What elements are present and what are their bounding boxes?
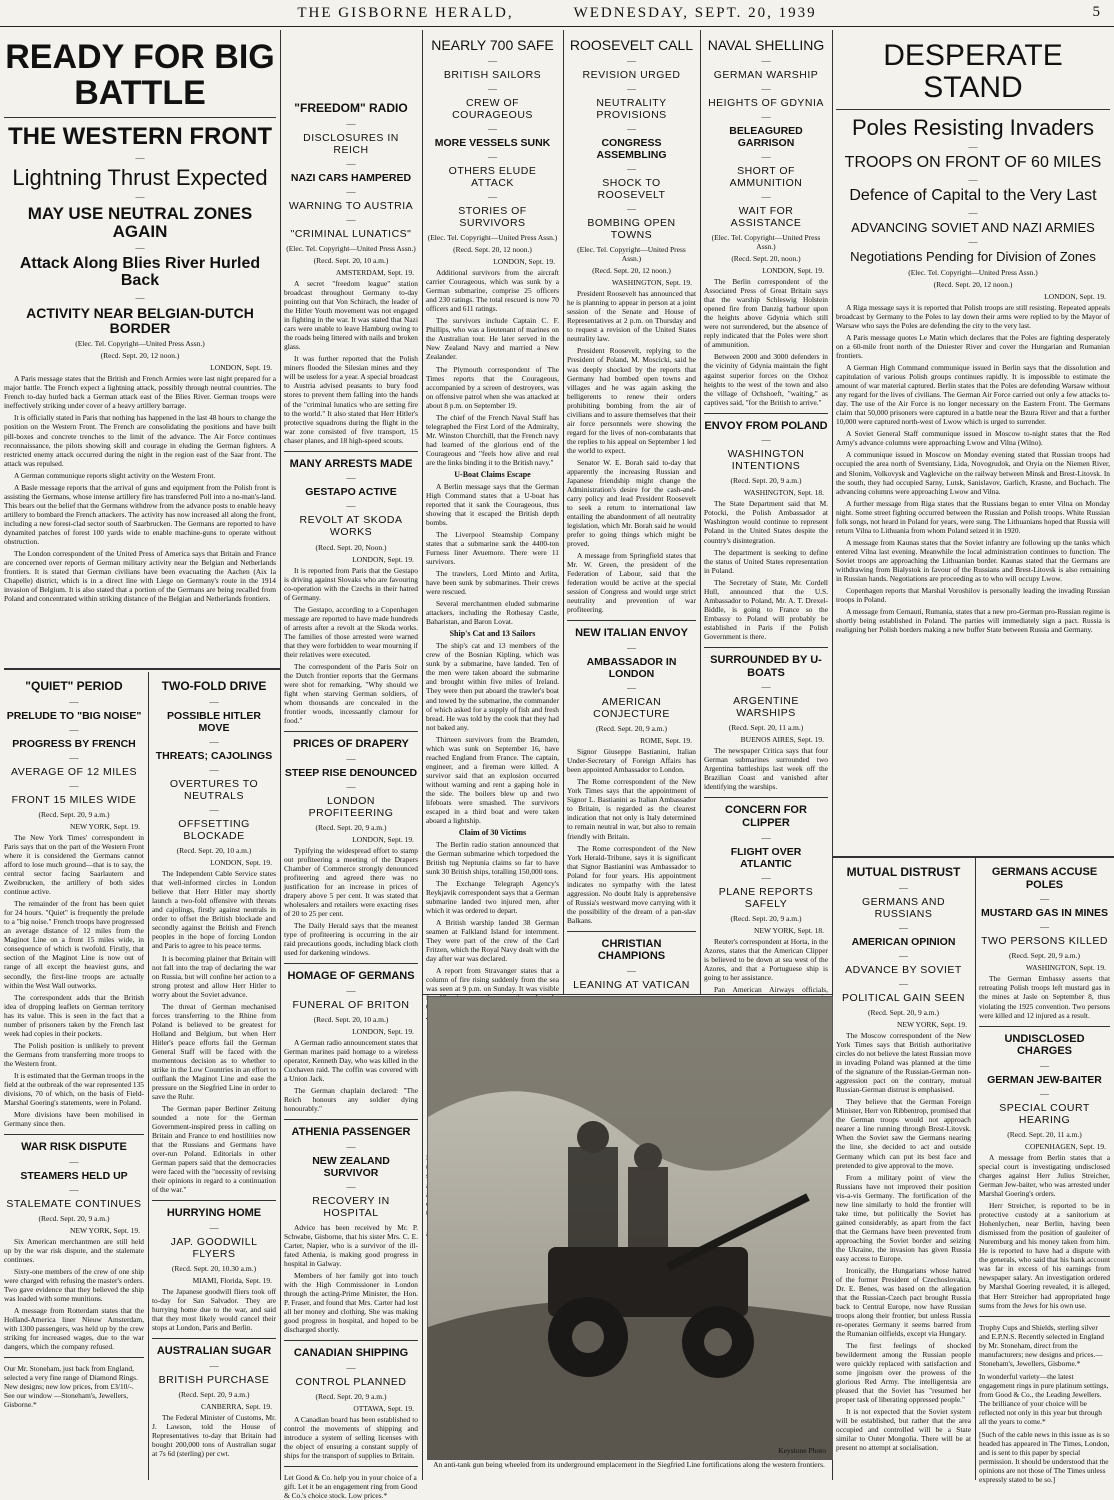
paragraph: The Polish position is unlikely to prevent the Germans from transferring more troops to the Western front.	[4, 1040, 144, 1068]
story-headline: CONCERN FOR CLIPPER	[725, 804, 807, 830]
story-subhead: TROOPS ON FRONT OF 60 MILES	[844, 154, 1102, 172]
paragraph: A message from Springfield states that Mr. W. Green, the president of the Federation of Labour, said that the federation would be active at the special session of Congress and would urge strict neutrality and prevention of war profiteering.	[567, 551, 696, 615]
paragraph: The correspondent of the Paris Soir on the Dutch frontier reports that the Germans were shot for remarking, "Why should we fight when starving German soldiers, of whom thousands are concealed in the frontier woods, incessantly clamour for food."	[284, 661, 418, 725]
paragraph: Members of her family got into touch with the High Commissioner in London through the acting-Prime Minister, the Hon. P. Fraser, and found that Mrs. Carter had lost all her money and clothing. She was making good progress in hospital, and hoped to be discharged shortly.	[284, 1271, 418, 1335]
story-subhead: FLIGHT OVER ATLANTIC	[730, 845, 802, 870]
paragraph: Sixty-one members of the crew of one ship were charged with refusing the master's orders. Two gave evidence that they believed the ship was loaded with some munitions.	[4, 1266, 144, 1303]
story-subhead: JAP. GOODWILL FLYERS	[170, 1235, 258, 1261]
paragraph: A Soviet General Staff communique issued in Moscow to-night states that the Red Army's advance columns were approaching Lwow and Vilna (Wilno).	[836, 429, 1110, 448]
paragraph: The Gestapo, according to a Copenhagen message are reported to have made hundreds of arrests after a revolt at the Skoda works. The families of those arrested were warned that they were forbidden to wear mourning if their relatives were executed.	[284, 604, 418, 659]
story-subhead: SHORT OF AMMUNITION	[729, 164, 803, 189]
story-subhead: Negotiations Pending for Division of Zones	[850, 249, 1096, 265]
masthead	[0, 0, 1114, 27]
column-rule	[148, 672, 149, 1480]
story-headline: GERMANS ACCUSE POLES	[991, 866, 1098, 891]
story-subhead: ADVANCE BY SOVIET	[845, 963, 962, 976]
story-subhead: TWO PERSONS KILLED	[981, 935, 1108, 948]
story-subhead: BOMBING OPEN TOWNS	[587, 217, 676, 242]
story-subhead: FUNERAL OF BRITON	[292, 998, 410, 1011]
paragraph: A Berlin message says that the German High Command states that a U-boat has reported that it sank the Courageous, thus showing that it escaped the British depth bombs.	[426, 481, 559, 527]
received-line: (Recd. Sept. 20, 9 a.m.)	[38, 810, 110, 820]
paragraph: The Berlin radio station announced that the German submarine which torpedoed the British tug Neptunia claims so far to have sunk 30 British ships, totalling 150,000 tons.	[426, 839, 559, 877]
dateline: MIAMI, Florida, Sept. 19.	[192, 1276, 272, 1286]
dateline: COPENHAGEN, Sept. 19.	[1024, 1142, 1106, 1152]
desperate-stand-story: DESPERATE STAND Poles Resisting Invaders — TROOPS ON FRONT OF 60 MILES — Defence of Capital to the Very Last — ADVANCING SOVIET AND NAZI ARMIES — Negotiations Pending for Division of Zones (Elec. Tel. Copyright—United Press Assn.) (Recd. Sept. 20, 12 noon.) LONDON, Sept. 19. A Riga message says it is reported that Polish troops are still resisting. Repeated appeals broadcast by Germany to the Poles to lay down their arms were replied to by the Mayor of Warsaw who says the Poles are defending the city to the very last. A Paris message quotes Le Matin which declares that the Poles are fighting desperately on a 60-mile front north of the Dniester River and cover the Hungarian and Rumanian frontiers. A German High Command communique issued in Berlin says that the dissolution and capitulation of various Polish groups continues rapidly. It is impossible to estimate the amount of war material captured. Berlin states that the Poles are defending Warsaw without any regard for the lives of civilians. The German Air Force carried out only a few attacks to-day. The use of the Air Force is no longer necessary on the Eastern Front. The Germans claim that 50,000 prisoners were captured in a battle near the Bzura River and that a further 10,000 were captured north-west of Lwow which is urged to surrender. A Soviet General Staff communique issued in Moscow to-night states that the Red Army's advance columns were approaching Lwow and Vilna (Wilno). A communique issued in Moscow on Monday evening stated that Russian troops had occupied the area north of Sventsiany, Lida, Novogrudok, and Oryia on the Niemen River, and Slonim, Volkovysk and Vagleviche on the railway between Minsk and Brest-Litovsk. In the south, they had occupied Sarny, Lutsk, Sanislavov, Garlich, Krasne, and Buchach. The advancing columns were approaching Lwow and Vilna. A further message from Riga states that the Russians began to enter Vilna on Monday night. Some street fighting occurred between the Russian and Polish troops. White Russian folk songs, not heard in Poland for years, were sung. The Lithuanians hoped that Russia will return Vilna to Lithuania from whom Poland seized it in 1920. A message from Kaunas states that the Soviet infantry are following up the tanks which entered Vilna last evening. Meanwhile the local administration continues to function. The Soviet troops are approaching the Lithuanian border. Kaunas stated that the Germans are withdrawing from Bialystok in favour of the Russians and Brest-Litovsk is also remaining in Russian hands. Negotiations are proceeding as to who will occupy Lwow. Copenhagen reports that Marshal Voroshilov is personally leading the invading Russian troops in Poland. A message from Cernauti, Rumania, states that a new pro-German pro-Russian regime is shortly being established in Poland. The parties will immediately sign a pact. Russia is realigning her Polish borders making a new buffer State between Russia and Germany.	[836, 39, 1110, 634]
quiet-period-story: "QUIET" PERIOD — PRELUDE TO "BIG NOISE" — PROGRESS BY FRENCH — AVERAGE OF 12 MILES — FRONT 15 MILES WIDE (Recd. Sept. 20, 9 a.m.) NEW YORK, Sept. 19. The New York Times' correspondent in Paris says that on the part of the Western Front where it is considered the Germans cannot afford to lose much ground—that is to say, the central sector facing Saarlautern and Zweibrucken, the artillery of both sides continue active. The remainder of the front has been quiet for 24 hours. "Quiet" is frequently the prelude to a "big noise." French troops have progressed an average distance of 12 miles from the Maginot Line on a front 15 miles wide, in consequence of which is twofold. Firstly, that section of the Maginot Line is now out of range of all except the heaviest guns, and secondly, the first-line troops are actually within the West Wall outworks. The correspondent adds that the British idea of dropping leaflets on German territory has its value. This is seen in the fact that a number of prisoners taken by the French last week had copies in their pockets. The Polish position is unlikely to prevent the Germans from transferring more troops to the Western front. It is estimated that the German troops in the field at the outbreak of the war represented 135 divisions, 70 of which, on the basis of Field-Marshal Goering's statements, were in Poland. More divisions have been mobilised in Germany since then. WAR RISK DISPUTE — STEAMERS HELD UP — STALEMATE CONTINUES (Recd. Sept. 20, 9 a.m.) NEW YORK, Sept. 19. Six American merchantmen are still held up by the war risk dispute, and the stalemate continues. Sixty-one members of the crew of one ship were charged with refusing the master's orders. Two gave evidence that they believed the ship was loaded with some munitions. A message from Rotterdam states that the Holland-America liner Nieuw Amsterdam, with 1300 passengers, was held up by the crew striking for increased wages, due to the war dangers, which the company refused. Our Mr. Stoneham, just back from England, selected a very fine range of Diamond Rings. New designs; new low prices, from £3/10/-. See our window —Stoneham's, Jewellers, Gisborne.*	[4, 679, 144, 1410]
story-subhead: SPECIAL COURT HEARING	[999, 1101, 1090, 1126]
anti-tank-gun-photo	[428, 997, 832, 1459]
dateline: LONDON, Sept. 19.	[352, 834, 414, 844]
paragraph: More divisions have been mobilised in Germany since then.	[4, 1109, 144, 1128]
paragraph: Between 2000 and 3000 defenders in the vicinity of Gdynia maintain the fight against superior forces on the Oxhoz heights to the west of the town and also the village of Ochshoeft, "waiting," as captives said, "for the British to arrive."	[704, 352, 828, 407]
credit-line: (Elec. Tel. Copyright—United Press Assn.)	[908, 267, 1038, 277]
story-subhead: GESTAPO ACTIVE	[305, 486, 397, 499]
paragraph: The German paper Berliner Zeitung sounded a note for the German Government-inspired press in calling on Britain and France to end hostilities now that the Russians and Germans have over-run Poland. Editorials in other German papers said that the democracies were faced with the "necessity of revising their opinions in regard to a continuation of the war."	[152, 1104, 276, 1195]
lead-subhead: ACTIVITY NEAR BELGIAN-DUTCH BORDER	[26, 304, 254, 336]
dateline: WASHINGTON, Sept. 19.	[611, 278, 692, 288]
paragraph: A German High Command communique issued in Berlin says that the dissolution and capitulation of various Polish groups continues rapidly. It is impossible to estimate the amount of war material captured. Berlin states that the Poles are defending Warsaw without any regard for the lives of civilians. The German Air Force carried out only a few attacks to-day. The use of the Air Force is no longer necessary on the Eastern Front. The Germans claim that 50,000 prisoners were captured in a battle near the Bzura River and that a further 10,000 were captured north-west of Lwow which is urged to surrender.	[836, 363, 1110, 427]
lead-headline: READY FOR BIG BATTLE	[5, 38, 275, 112]
photo-caption: An anti-tank gun being wheeled from its underground emplacement in the Siegfried Line fortifications along the western frontiers.	[433, 1460, 825, 1469]
paragraph: The Berlin correspondent of the Associated Press of Great Britain says that the warship Schleswig Holstein opened fire from Danzig harbour upon the heights above Gdynia which still were not surrendered, but the absence of reply indicated that the Poles were short of ammunition.	[704, 277, 828, 350]
received-line: (Recd. Sept. 20, 10 a.m.)	[313, 256, 389, 266]
masthead-paper: THE GISBORNE HERALD,	[297, 4, 514, 21]
paragraph: The Liverpool Steamship Company states that a submarine sank the 4400-ton Furness liner Avuemore. There were 11 survivors.	[426, 530, 559, 567]
paragraph: A Canadian board has been established to control the movements of shipping and introduce a system of selling licenses with the object of ensuring a constant supply of ships for the transport of supplies to Britain.	[284, 1415, 418, 1461]
story-headline: TWO-FOLD DRIVE	[161, 679, 267, 693]
section-rule	[4, 668, 280, 670]
lead-subhead: Attack Along Blies River Hurled Back	[19, 255, 261, 290]
story-headline: SURROUNDED BY U-BOATS	[710, 653, 822, 679]
dateline: LONDON, Sept. 19.	[352, 1026, 414, 1036]
credit-line: (Elec. Tel. Copyright—United Press Assn.)	[577, 245, 686, 264]
story-headline: "FREEDOM" RADIO	[294, 101, 408, 115]
dateline: NEW YORK, Sept. 18.	[754, 925, 824, 935]
paragraph: Signor Giuseppe Bastianini, Italian Under-Secretary of Foreign Affairs has been appointed Ambassador to London.	[567, 747, 696, 775]
paragraph: The State Department said that M. Potocki, the Polish Ambassador at Washington would continue to represent Poland in the United States despite the country's disintegration.	[704, 499, 828, 545]
paragraph: The German Embassy asserts that retreating Polish troops left mustard gas in the mines at Jasle on September 8, thus violating the 1925 convention. Two persons were killed and 12 injured as a result.	[979, 974, 1110, 1020]
paragraph: Senator W. E. Borah said to-day that apparently the increasing Russian and Japanese friendship might change the Administration's desire for the cash-and-carry policy and lead President Roosevelt to seek a return to international law entailing the abandonment of all neutrality legislation, which Mr. Borah said he would prefer to going things which might be proved.	[567, 457, 696, 549]
column-rule	[563, 30, 564, 995]
paragraph: The correspondent adds that the British idea of dropping leaflets on German territory has its value. This is seen in the fact that a number of prisoners taken by the French last week had copies in their pockets.	[4, 992, 144, 1038]
paragraph: Ironically, the Hungarians whose hatred of the former President of Czechoslovakia, Dr. E. Benes, was based on the allegation that the Russian-Czech pact brought Russia back to Central Europe, now have Russian troops along their frontier, but unless Russia re-operates Germany it seems barred from the Rumanian oilfields, except via Hungary.	[836, 1265, 971, 1339]
story-subhead: POSSIBLE HITLER MOVE	[167, 709, 261, 734]
story-subhead: REVOLT AT SKODA WORKS	[299, 514, 403, 539]
section-rule	[832, 856, 1114, 858]
paragraph: The German chaplain declared: "The Reich honours any soldier dying honourably."	[284, 1086, 418, 1114]
paragraph: It is becoming plainer that Britain will not fall into the trap of declaring the war on Russia, but will confine her action to a strong protest and allow Herr Hitler to worry about the Soviet advance.	[152, 953, 276, 999]
paragraph: A message from Berlin states that a special court is investigating undisclosed charges against Herr Julius Streicher, German Jew-baiter, who was arrested under Marshal Goering's orders.	[979, 1153, 1110, 1199]
story-subhead: AMERICAN CONJECTURE	[593, 696, 670, 721]
story-subhead: BRITISH SAILORS	[443, 68, 542, 81]
credit-line: (Elec. Tel. Copyright—United Press Assn.)	[75, 339, 205, 349]
paragraph: It is officially stated in Paris that nothing has happened in the last 48 hours to change the position on the Western Front. The French are consolidating the positions and have built pill-boxes and concrete trenches to the limit of the advance. The Air Force continues reconnaissance, the pilots showing skill and courage in eluding the German fighters. A restricted enemy attack occurred during the night in the region east of the Saar front. The attack was repulsed.	[4, 413, 276, 468]
paragraph: A message from Cernauti, Rumania, states that a new pro-German pro-Russian regime is shortly being established in Poland. The parties will immediately sign a pact. Russia is realigning her Polish borders making a new buffer State between Russia and Germany.	[836, 606, 1110, 634]
story-subhead: LONDON PROFITEERING	[308, 794, 394, 819]
paragraph: A message from Rotterdam states that the Holland-America liner Nieuw Amsterdam, with 1300 passengers, was held up by the crew striking for increased wages, due to the war dangers, which the company refused.	[4, 1306, 144, 1352]
advertisement: Our Mr. Stoneham, just back from England, selected a very fine range of Diamond Rings. New designs; new low prices, from £3/10/-. See our window —Stoneham's, Jewellers, Gisborne.*	[4, 1364, 138, 1410]
paragraph: A secret "freedom league" station broadcast throughout Germany to-day pointing out that Von Schirach, the leader of the Hitler Youth movement was not engaged in fighting in the war. It was stated that Nazi cars were unable to leave Hamburg owing to the roads being littered with nails and broken glass.	[284, 279, 418, 352]
paragraph: Reuter's correspondent at Horta, in the Azores, states that the American Clipper is believed to be down at sea west of the Azores, and that a Portuguese ship is going to her assistance.	[704, 936, 828, 983]
story-headline: NEW ITALIAN ENVOY	[575, 627, 688, 640]
news-photo	[427, 996, 833, 1460]
column-rule	[700, 30, 701, 995]
column-rule	[422, 30, 423, 1480]
story-subhead: NEW ZEALAND SURVIVOR	[312, 1154, 390, 1179]
paragraph: It is estimated that the German troops in the field at the outbreak of the war represented 135 divisions, 70 of which, on the basis of Field-Marshal Goering's statements, were in Poland.	[4, 1070, 144, 1107]
paragraph: A message from Kaunas states that the Soviet infantry are following up the tanks which entered Vilna last evening. Meanwhile the local administration continues to function. The Soviet troops are approaching the Lithuanian border. Kaunas stated that the Germans are withdrawing from Bialystok in favour of the Russians and Brest-Litovsk is also remaining in Russian hands. Negotiations are proceeding as to who will occupy Lwow.	[836, 537, 1110, 583]
paragraph: Thirteen survivors from the Bramden, which was sunk on September 16, have reached England from France. The captain, engineer, and a fireman were killed. A survivor said that an explosion occurred without warning and rent a gaping hole in the side. The boilers blew up and two lifeboats were smashed. The survivors escaped in a third boat and were taken aboard a lightship.	[426, 734, 559, 825]
received-line: (Recd. Sept. 20, noon.)	[731, 254, 801, 264]
story-subhead: GERMAN WARSHIP	[713, 68, 819, 81]
paragraph: A British warship landed 38 German seamen at Falkland Island for internment. They were part of the crew of the Carl Fritzen, which the Royal Navy dealt with the day after war was declared.	[426, 918, 559, 964]
story-subhead: NAZI CARS HAMPERED	[290, 171, 412, 184]
story-headline: DESPERATE STAND	[883, 39, 1063, 104]
story-subhead: BELEAGURED GARRISON	[729, 124, 803, 149]
story-headline: PRICES OF DRAPERY	[293, 738, 409, 751]
story-headline: NAVAL SHELLING	[707, 37, 825, 53]
lead-subhead: MAY USE NEUTRAL ZONES AGAIN	[27, 203, 253, 241]
paragraph: A German radio announcement states that German marines paid homage to a wireless operator, Kenneth Day, who was killed in the Cuxhaven raid. The coffin was covered with a Union Jack.	[284, 1037, 418, 1084]
story-subhead: ARGENTINE WARSHIPS	[733, 695, 799, 720]
received-line: (Recd. Sept. 20, 9 a.m.)	[730, 476, 802, 486]
story-headline: AUSTRALIAN SUGAR	[156, 1345, 272, 1358]
paragraph: From a military point of view the Russians have not improved their position vis-a-vis Germany. The fortification of the new line similarly to hold the frontier will take time, but politically the Soviet has gained considerably, as apart from the fact that the Germans have been prevented from approaching the Soviet border and seizing the Ukraine, the invasion has given Russia easy access to Europe.	[836, 1172, 971, 1263]
story-subhead: MUSTARD GAS IN MINES	[981, 907, 1108, 920]
story-subhead: POLITICAL GAIN SEEN	[842, 992, 965, 1005]
paragraph: It is reported from Paris that the Gestapo is driving against Slovaks who are favouring co-operation with the Czechs in their hatred of Germany.	[284, 565, 418, 602]
paragraph: A Riga message says it is reported that Polish troops are still resisting. Repeated appeals broadcast by Germany to the Poles to lay down their arms were replied to by the Mayor of Warsaw who says the Poles are defending the city to the very last.	[836, 302, 1110, 331]
story-subhead: NEUTRALITY PROVISIONS	[596, 96, 667, 121]
paragraph: The Federal Minister of Customs, Mr. J. Lawson, told the House of Representatives to-day that Britain had bought 200,000 tons of Australian sugar at 7s 6d (sterling) per cwt.	[152, 1412, 276, 1459]
paragraph: It is not expected that the Soviet system will be established, but rather that the area occupied and controlled will be a State similar to Outer Mongolia. There will be at present no attempt at socialisation.	[836, 1407, 971, 1453]
paragraph: A German communique reports slight activity on the Western Front.	[14, 470, 216, 480]
paragraph: Typifying the widespread effort to stamp out profiteering a meeting of the Drapers Chamber of Commerce strongly denounced profiteering and agreed there was no justification for an increase in prices of drapery above 5 per cent. It was stated that wholesalers and retailers were exacting rises of 20 to 25 per cent.	[284, 845, 418, 919]
paragraph: The Plymouth correspondent of The Times reports that the Courageous, accompanied by a screen of destroyers, was on offensive patrol when she was attacked at about 8 p.m. on September 19.	[426, 364, 559, 410]
dateline: LONDON, Sept. 19.	[493, 257, 555, 267]
advertisement: Let Good & Co. help you in your choice of a gift. Let it be an engagement ring from Good & Co.'s choice stock. Low prices.*	[284, 1473, 418, 1500]
paragraph: The Rome correspondent of the New York Times says that the appointment of Signor L. Bastianini as Italian Ambassador to Britain, is regarded as the clearest indication that not only is Italy determined to remain neutral in war, but also to remain friendly with Britain.	[567, 777, 696, 841]
paragraph: The chief of the French Naval Staff has telegraphed the First Lord of the Admiralty, Mr. Winston Churchill, that the French navy had learned of the glorious end of the Courageous and "feels how alive and real are the links binding it to the British navy."	[426, 412, 559, 467]
naval-shelling-column: NAVAL SHELLING — GERMAN WARSHIP — HEIGHTS OF GDYNIA — BELEAGURED GARRISON — SHORT OF AMMUNITION — WAIT FOR ASSISTANCE (Elec. Tel. Copyright—United Press Assn.) (Recd. Sept. 20, noon.) LONDON, Sept. 19. The Berlin correspondent of the Associated Press of Great Britain says that the warship Schleswig Holstein opened fire from Danzig harbour upon the heights above Gdynia which still were not surrendered, but the absence of reply indicated that the Poles were short of ammunition. Between 2000 and 3000 defenders in the vicinity of Gdynia maintain the fight against superior forces on the Oxhoz heights to the west of the town and also the village of Ochshoeft, "waiting," as captives said, "for the British to arrive." ENVOY FROM POLAND — WASHINGTON INTENTIONS (Recd. Sept. 20, 9 a.m.) WASHINGTON, Sept. 18. The State Department said that M. Potocki, the Polish Ambassador at Washington would continue to represent Poland in the United States despite the country's disintegration. The department is seeking to define the status of United States representation in Poland. The Secretary of State, Mr. Cordell Hull, announced that the U.S. Ambassador to Poland, Mr. A. T. Drexel-Biddle, is going to France so the Embassy to Poland will probably be established in Paris if the Polish Government is there. SURROUNDED BY U-BOATS — ARGENTINE WARSHIPS (Recd. Sept. 20, 11 a.m.) BUENOS AIRES, Sept. 19. The newspaper Critica says that four German submarines surrounded two Argentina battleships last week off the Brazilian Coast and vanished after identifying the warships. CONCERN FOR CLIPPER — FLIGHT OVER ATLANTIC — PLANE REPORTS SAFELY (Recd. Sept. 20, 9 a.m.) NEW YORK, Sept. 18. Reuter's correspondent at Horta, in the Azores, states that the American Clipper is believed to be down at sea west of the Azores, and that a Portuguese ship is going to her assistance. Pan American Airways officials,	[704, 32, 828, 994]
credit-line: (Elec. Tel. Copyright—United Press Assn.)	[286, 244, 416, 254]
paragraph: Additional survivors from the aircraft carrier Courageous, which was sunk by a German submarine, comprise 25 officers and 230 ratings. The total rescued is now 70 officers and 611 ratings.	[426, 268, 559, 314]
story-subhead: STALEMATE CONTINUES	[6, 1197, 142, 1210]
story-headline: CANADIAN SHIPPING	[293, 1347, 409, 1360]
received-line: (Recd. Sept. 20, 10 a.m.)	[176, 846, 252, 856]
credit-line: (Elec. Tel. Copyright—United Press Assn.)	[711, 233, 821, 252]
received-line: (Recd. Sept. 20, 9 a.m.)	[38, 1213, 110, 1223]
lead-subhead: THE WESTERN FRONT	[8, 123, 272, 151]
credit-line: (Elec. Tel. Copyright—United Press Assn.)	[427, 233, 558, 243]
dateline: ROME, Sept. 19.	[640, 736, 692, 746]
roosevelt-column: ROOSEVELT CALL — REVISION URGED — NEUTRALITY PROVISIONS — CONGRESS ASSEMBLING — SHOCK TO ROOSEVELT — BOMBING OPEN TOWNS (Elec. Tel. Copyright—United Press Assn.) (Recd. Sept. 20, 12 noon.) WASHINGTON, Sept. 19. President Roosevelt has announced that he is planning to appear in person at a joint session of the Senate and House of Representatives at 2 p.m. on Thursday and to request a revision of the United States neutrality law. President Roosevelt, replying to the President of Poland, M. Moscicki, said he was deeply shocked by the reports that Germany had bombed open towns and villages and he was again asking the belligerents to renew their orders prohibiting bombing from the air of civilians and to assure themselves that their air force personnels were showing the regard for the lives of non-combatants that the replies to his appeal on September 1 led the world to expect. Senator W. E. Borah said to-day that apparently the increasing Russian and Japanese friendship might change the Administration's desire for the cash-and-carry policy and lead President Roosevelt to seek a return to international law entailing the abandonment of all neutrality legislation, which Mr. Borah said he would prefer to going things which might be proved. A message from Springfield states that Mr. W. Green, the president of the Federation of Labour, said that the federation would be active at the special session of Congress and would urge strict neutrality and prevention of war profiteering. NEW ITALIAN ENVOY — AMBASSADOR IN LONDON — AMERICAN CONJECTURE (Recd. Sept. 20, 9 a.m.) ROME, Sept. 19. Signor Giuseppe Bastianini, Italian Under-Secretary of Foreign Affairs has been appointed Ambassador to London. The Rome correspondent of the New York Times says that the appointment of Signor L. Bastianini as Italian Ambassador to Britain, is regarded as the clearest indication that not only is Italy determined to remain neutral in war, but also to remain friendly with Britain. The Rome correspondent of the New York Herald-Tribune, says it is significant that Signor Bastianini was Ambassador to Poland for four years. His appointment indicates no sympathy with the latest aggression. No doubt Italy is apprehensive of Russia's westward move carrying with it the possibility of the dream of a pan-slav Balkans. CHRISTIAN CHAMPIONS — LEANING AT VATICAN	[567, 32, 696, 994]
story-subhead: OFFSETTING BLOCKADE	[178, 818, 250, 843]
received-line: (Recd. Sept. 20, Noon.)	[315, 542, 387, 552]
paragraph: The New York Times' correspondent in Paris says that on the part of the Western Front where it is considered the Germans cannot afford to lose much ground—that is to say, the central sector facing Saarlautern and Zweibrucken, the artillery of both sides continue active.	[4, 833, 144, 897]
story-subhead: BRITISH PURCHASE	[158, 1373, 270, 1386]
story-subhead: CREW OF COURAGEOUS	[452, 96, 533, 121]
story-headline: CHRISTIAN CHAMPIONS	[597, 937, 666, 963]
story-subhead: Poles Resisting Invaders	[851, 115, 1095, 140]
paragraph: A Paris message quotes Le Matin which declares that the Poles are fighting desperately on a 60-mile front north of the Dniester River and cover the Hungarian and Rumanian frontiers.	[836, 333, 1110, 361]
dateline: LONDON, Sept. 19.	[210, 858, 272, 868]
paragraph: The Daily Herald says that the meanest type of profiteering is occurring in the air raid precautions goods, including black cloth used for darkening windows.	[284, 921, 418, 958]
paragraph: President Roosevelt has announced that he is planning to appear in person at a joint session of the Senate and House of Representatives at 2 p.m. on Thursday and to request a revision of the United States neutrality law.	[567, 289, 696, 344]
advertisement: Trophy Cups and Shields, sterling silver and E.P.N.S. Recently selected in England by Mr. Stoneham, direct from the manufacturers; new designs and prices.—Stoneham's, Jewellers, Gisborne.*	[979, 1322, 1104, 1368]
story-subhead: WARNING TO AUSTRIA	[288, 199, 414, 212]
paragraph: The Moscow correspondent of the New York Times says that British authoritative circles do not believe the latest Russian move in invading Poland was planned at the time of the signature of the Russian-German non-aggression pact on the contrary, mutual Russian-German distrust is emphasised.	[836, 1031, 971, 1095]
received-line: (Recd. Sept. 20, 9 a.m.)	[1008, 951, 1081, 961]
story-subhead: HEIGHTS OF GDYNIA	[708, 96, 824, 109]
two-fold-story: TWO-FOLD DRIVE — POSSIBLE HITLER MOVE — THREATS; CAJOLINGS — OVERTURES TO NEUTRALS — OFFSETTING BLOCKADE (Recd. Sept. 20, 10 a.m.) LONDON, Sept. 19. The Independent Cable Service states that well-informed circles in London believe that Herr Hitler may shortly launch a two-fold offensive with threats and cajolings, firstly against neutrals in order to offset the British blockade and secondly against the British and French peoples in the hope of forcing London and Paris to agree to his peace terms. It is becoming plainer that Britain will not fall into the trap of declaring the war on Russia, but will confine her action to a strong protest and allow Herr Hitler to worry about the Soviet advance. The threat of German mechanised forces transferring to the Rhine from Poland is believed to be greatest for Holland and Belgium, but when Herr Hitler's peace efforts fail the German General Staff will be faced with the momentous decision as to whether to strike in the Low Countries in an effort to outflank the Maginot Line and ease the pressure on the Siegfried Line in order to save the Ruhr. The German paper Berliner Zeitung sounded a note for the German Government-inspired press in calling on Britain and France to end hostilities now that the Russians and Germans have over-run Poland. Editorials in other German papers said that the democracies were faced with the "necessity of revising their opinions in regard to a continuation of the war." HURRYING HOME — JAP. GOODWILL FLYERS (Recd. Sept. 20, 10.30 a.m.) MIAMI, Florida, Sept. 19. The Japanese goodwill fliers took off to-day for San Salvador. They are hurrying home due to the war, and said that they most likely would cancel their stops at London, Paris and Berlin. AUSTRALIAN SUGAR — BRITISH PURCHASE (Recd. Sept. 20, 9 a.m.) CANBERRA, Sept. 19. The Federal Minister of Customs, Mr. J. Lawson, told the House of Representatives to-day that Britain had bought 200,000 tons of Australian sugar at 7s 6d (sterling) per cwt.	[152, 679, 276, 1459]
paragraph: The newspaper Critica says that four German submarines surrounded two Argentina battleships last week off the Brazilian Coast and vanished after identifying the warships.	[704, 746, 828, 792]
paragraph: The remainder of the front has been quiet for 24 hours. "Quiet" is frequently the prelude to a "big noise." French troops have progressed an average distance of 12 miles from the Maginot Line on a front 15 miles wide, in consequence of which is twofold. Firstly, that section of the Maginot Line is now out of range of all except the heaviest guns, and secondly, the first-line troops are actually within the West Wall outworks.	[4, 899, 144, 990]
story-subhead: "CRIMINAL LUNATICS"	[290, 228, 412, 241]
story-subhead: CONTROL PLANNED	[295, 1376, 407, 1389]
dateline: BUENOS AIRES, Sept. 19.	[740, 735, 824, 745]
dateline: LONDON, Sept. 19.	[1044, 291, 1106, 301]
paragraph: The Secretary of State, Mr. Cordell Hull, announced that the U.S. Ambassador to Poland, Mr. A. T. Drexel-Biddle, is going to France so the Embassy to Poland will probably be established in Paris if the Polish Government is there.	[704, 577, 828, 641]
paragraph: Copenhagen reports that Marshal Voroshilov is personally leading the invading Russian troops in Poland.	[836, 585, 1110, 604]
section-subhead: Claim of 30 Victims	[458, 827, 527, 837]
paragraph: The London correspondent of the United Press of America says that Britain and France are concerned over reports of German military activity near the Belgian and Netherlands frontiers. It is stated that German civilians have been evacuating the Aachen (Aix la Chapelle) district, which is in a direct line with Liege on Germany's route in the 1914 invasion of Belgium. It is also stated that a portion of the Germans are being recalled from Poland and concentrated within striking distance of the Belgian and Netherlands frontiers.	[4, 548, 276, 604]
editorial-note: [Such of the cable news in this issue as is so headed has appeared in The Times, London, and is sent to this paper by special permission. It should be understood that the opinions are not those of The Times unless expressly stated to be so.]	[979, 1429, 1110, 1485]
column-rule	[975, 858, 976, 1480]
story-headline: MUTUAL DISTRUST	[846, 865, 961, 879]
paragraph: The Rome correspondent of the New York Herald-Tribune, says it is significant that Signor Bastianini was Ambassador to Poland for four years. His appointment indicates no sympathy with the latest aggression. No doubt Italy is apprehensive of Russia's westward move carrying with it the possibility of the dream of a pan-slav Balkans.	[567, 843, 696, 925]
paragraph: The Independent Cable Service states that well-informed circles in London believe that Herr Hitler may shortly launch a two-fold offensive with threats and cajolings, firstly against neutrals in order to offset the British blockade and secondly against the British and French peoples in the hope of forcing London and Paris to agree to his peace terms.	[152, 869, 276, 951]
story-subhead: ADVANCING SOVIET AND NAZI ARMIES	[851, 219, 1095, 235]
received-line: (Recd. Sept. 20, 9 a.m.)	[595, 724, 668, 734]
story-subhead: Defence of Capital to the Very Last	[849, 186, 1097, 204]
story-subhead: FRONT 15 MILES WIDE	[11, 793, 137, 806]
freedom-radio-column: "FREEDOM" RADIO — DISCLOSURES IN REICH — NAZI CARS HAMPERED — WARNING TO AUSTRIA — "CRIMINAL LUNATICS" (Elec. Tel. Copyright—United Press Assn.) (Recd. Sept. 20, 10 a.m.) AMSTERDAM, Sept. 19. A secret "freedom league" station broadcast throughout Germany to-day pointing out that Von Schirach, the leader of the Hitler Youth movement was not engaged in fighting in the war. It was stated that Nazi cars were unable to leave Hamburg owing to the roads being littered with nails and broken glass. It was further reported that the Polish miners flooded the Silesian mines and they will be useless for a year. A special broadcast to Austria advised peasants to bury food stores to prevent them falling into the hands of the "criminal lunatics who are setting fire to the world." It also stated that Herr Hitler's protective squadrons during the flight in the war zone consisted of five transport, 15 chaser planes, and 18 high-speed scouts. MANY ARRESTS MADE — GESTAPO ACTIVE — REVOLT AT SKODA WORKS (Recd. Sept. 20, Noon.) LONDON, Sept. 19. It is reported from Paris that the Gestapo is driving against Slovaks who are favouring co-operation with the Czechs in their hatred of Germany. The Gestapo, according to a Copenhagen message are reported to have made hundreds of arrests after a revolt at the Skoda works. The families of those arrested were warned that they were forbidden to wear mourning if their relatives were executed. The correspondent of the Paris Soir on the Dutch frontier reports that the Germans were shot for remarking, "Why should we fight when starving German soldiers, of whom thousands are concealed in the frontier woods, incessantly clamour for food." PRICES OF DRAPERY — STEEP RISE DENOUNCED — LONDON PROFITEERING (Recd. Sept. 20, 9 a.m.) LONDON, Sept. 19. Typifying the widespread effort to stamp out profiteering a meeting of the Drapers Chamber of Commerce strongly denounced profiteering and agreed there was no justification for an increase in prices of drapery above 5 per cent. It was stated that wholesalers and retailers were exacting rises of 20 to 25 per cent. The Daily Herald says that the meanest type of profiteering is occurring in the air raid precautions goods, including black cloth used for darkening windows. HOMAGE OF GERMANS — FUNERAL OF BRITON (Recd. Sept. 20, 10 a.m.) LONDON, Sept. 19. A German radio announcement states that German marines paid homage to a wireless operator, Kenneth Day, who was killed in the Cuxhaven raid. The coffin was covered with a Union Jack. The German chaplain declared: "The Reich honours any soldier dying honourably." ATHENIA PASSENGER — NEW ZEALAND SURVIVOR — RECOVERY IN HOSPITAL Advice has been received by Mr. P. Schwabe, Gisborne, that his sister Mrs. C. E. Carter, Napier, who is a survivor of the ill-fated Athenia, is making good progress in hospital in Galway. Members of her family got into touch with the High Commissioner in London through the acting-Prime Minister, the Hon. P. Fraser, and found that Mrs. Carter had lost all her money and clothing. She was making good progress in hospital, and hoped to be discharged shortly. CANADIAN SHIPPING — CONTROL PLANNED (Recd. Sept. 20, 9 a.m.) OTTAWA, Sept. 19. A Canadian board has been established to control the movements of shipping and introduce a system of selling licenses with the object of ensuring a constant supply of ships for the transport of supplies to Britain. Let Good & Co. help you in your choice of a gift. Let it be an engagement ring from Good & Co.'s choice stock. Low prices.*	[284, 101, 418, 1500]
paragraph: The department is seeking to define the status of United States representation in Poland.	[704, 547, 828, 575]
section-subhead: U-Boat Claims Escape	[454, 469, 531, 479]
story-subhead: GERMAN JEW-BAITER	[987, 1073, 1102, 1086]
story-subhead: DISCLOSURES IN REICH	[303, 131, 399, 156]
story-subhead: AMBASSADOR IN LONDON	[586, 655, 677, 681]
story-subhead: AVERAGE OF 12 MILES	[10, 765, 137, 778]
paragraph: A Paris message states that the British and French Armies were last night prepared for a major battle. The French expect a lightning attack, possibly through neutral countries. The French to-day hurled back a German attack east of the Blies River. German troops were ineffectively striking under cover of a heavy artillery barrage.	[4, 374, 276, 411]
received-line: (Recd. Sept. 20, 12 noon.)	[592, 266, 671, 276]
story-subhead: RECOVERY IN HOSPITAL	[312, 1194, 390, 1220]
lead-story: READY FOR BIG BATTLE THE WESTERN FRONT — Lightning Thrust Expected — MAY USE NEUTRAL ZONES AGAIN — Attack Along Blies River Hurled Back — ACTIVITY NEAR BELGIAN-DUTCH BORDER (Elec. Tel. Copyright—United Press Assn.) (Recd. Sept. 20, 12 noon.) LONDON, Sept. 19. A Paris message states that the British and French Armies were last night prepared for a major battle. The French expect a lightning attack, possibly through neutral countries. The French to-day hurled back a German attack east of the Blies River. German troops were ineffectively striking under cover of a heavy artillery barrage. It is officially stated in Paris that nothing has happened in the last 48 hours to change the position on the Western Front. The French are consolidating the positions and have built pill-boxes and concrete trenches to the limit of the advance. The Air Force continues reconnaissance, the pilots showing skill and courage in eluding the German fighters. A restricted enemy attack occurred during the night in the region east of the Saar front. The attack was repulsed. A German communique reports slight activity on the Western Front. A Basle message reports that the arrival of guns and equipment from the Polish front is assisting the Germans, whose intense artillery fire has transferred Poll into a no-man's-land. This bears out the belief that the Germans withdrew from the advance posts to enable heavy artillery to bombard the French attackers. The activity has now increased all along the front, including a new forest-clad sector south of Saarbrucken. The Germans are reported to have dynamited patches of forest 100 yards wide to enable machine-guns to operate without obstruction. The London correspondent of the United Press of America says that Britain and France are concerned over reports of German military activity near the Belgian and Netherlands frontiers. It is stated that German civilians have been evacuating the Aachen (Aix la Chapelle) district, which is in a direct line with Liege on Germany's route in the 1914 invasion of Belgium. It is also stated that a portion of the Germans are being recalled from Poland and concentrated within striking distance of the Belgian and Netherlands frontiers.	[4, 38, 276, 604]
story-subhead: THREATS; CAJOLINGS	[155, 749, 273, 762]
paragraph: Herr Streicher, is reported to be in protective custody at a sanitorium at Hohenlychen, near Berlin, having been dismissed from the position of gauleiter of Nuremburg and his money taken from him. He is reported to have had a dispute with the generals, who said that his bank account was far in excess of his earnings from newspaper salary. An investigation ordered by Marshal Goering revealed, it is alleged, that Herr Streicher had appropriated huge sums from the Jews for his own use.	[979, 1201, 1110, 1310]
section-subhead: Ship's Cat and 13 Sailors	[449, 629, 536, 639]
received-line: (Recd. Sept. 20, 11 a.m.)	[1007, 1130, 1082, 1140]
story-headline: HOMAGE OF GERMANS	[287, 970, 415, 983]
story-headline: ENVOY FROM POLAND	[704, 419, 828, 432]
story-headline: MANY ARRESTS MADE	[289, 457, 413, 470]
received-line: (Recd. Sept. 20, 9 a.m.)	[315, 822, 387, 832]
paragraph: A further message from Riga states that the Russians began to enter Vilna on Monday night. Some street fighting occurred between the Russian and Polish troops. White Russian folk songs, not heard in Poland for years, were sung. The Lithuanians hoped that Russia will return Vilna to Lithuania from whom Poland seized it in 1920.	[836, 498, 1110, 535]
masthead-date: WEDNESDAY, SEPT. 20, 1939	[573, 4, 817, 21]
dateline: NEW YORK, Sept. 19.	[70, 1225, 140, 1235]
paragraph: They believe that the German Foreign Minister, Herr von Ribbentrop, promised that the German troops would not approach nearer a line running through Brest-Litovsk. When the Soviet saw the Germans nearing the line, she decided to act and outside Germany which can put its best face and pretended to give approval to the move.	[836, 1097, 971, 1170]
story-subhead: CONGRESS ASSEMBLING	[596, 136, 667, 161]
paragraph: The trawlers, Lord Minto and Arlita, have been sunk by submarines. Their crews were rescued.	[426, 569, 559, 597]
received-line: (Recd. Sept. 20, 9 a.m.)	[867, 1008, 940, 1018]
paragraph: The first feelings of shocked bewilderment among the Russian people were quickly replaced with satisfaction and some jingoism over the prowess of the glorious Red Army. The intelligentsia are pleased that the Soviet has "resumed her proper task of liberating oppressed people."	[836, 1341, 971, 1405]
dateline: LONDON, Sept. 19.	[352, 554, 414, 564]
column-rule	[280, 30, 281, 1480]
story-headline: WAR RISK DISPUTE	[21, 1141, 127, 1154]
received-line: (Recd. Sept. 20, 9 a.m.)	[315, 1392, 387, 1402]
story-subhead: WAIT FOR ASSISTANCE	[730, 205, 802, 230]
paragraph: The Exchange Telegraph Agency's Reykjavik correspondent says that a German submarine landed two injured men, after which it was ordered to depart.	[426, 879, 559, 916]
story-subhead: SHOCK TO ROOSEVELT	[597, 177, 666, 202]
received-line: (Recd. Sept. 20, 12 noon.)	[933, 279, 1013, 289]
page-number: 5	[1092, 4, 1102, 20]
mutual-distrust-story: MUTUAL DISTRUST — GERMANS AND RUSSIANS — AMERICAN OPINION — ADVANCE BY SOVIET — POLITICAL GAIN SEEN (Recd. Sept. 20, 9 a.m.) NEW YORK, Sept. 19. The Moscow correspondent of the New York Times says that British authoritative circles do not believe the latest Russian move in invading Poland was planned at the time of the signature of the Russian-German non-aggression pact on the contrary, mutual Russian-German distrust is emphasised. They believe that the German Foreign Minister, Herr von Ribbentrop, promised that the German troops would not approach nearer a line running through Brest-Litovsk. When the Soviet saw the Germans nearing the line, she decided to act and outside Germany which can put its best face and pretended to give approval to the move. From a military point of view the Russians have not improved their position vis-a-vis Germany. The fortification of the new line similarly to hold the frontier will take time, but politically the Soviet has gained considerably, as apart from the fact that the Germans have been prevented from approaching the Soviet border and seizing the Ukraine, the invasion has given Russia easy access to Europe. Ironically, the Hungarians whose hatred of the former President of Czechoslovakia, Dr. E. Benes, was based on the allegation that the Russian-Czech pact brought Russia back to Central Europe, now have Russian troops along their frontier, but unless Russia re-operates Germany it seems barred from the Rumanian oilfields, except via Hungary. The first feelings of shocked bewilderment among the Russian people were quickly replaced with satisfaction and some jingoism over the prowess of the glorious Red Army. The intelligentsia are pleased that the Soviet has "resumed her proper task of liberating oppressed people." It is not expected that the Soviet system will be established, but rather that the area occupied and controlled will be a State similar to Outer Mongolia. There will be at present no attempt at socialisation.	[836, 865, 971, 1453]
received-line: (Recd. Sept. 20, 11 a.m.)	[728, 723, 804, 733]
story-subhead: GERMANS AND RUSSIANS	[861, 895, 946, 920]
story-subhead: STEEP RISE DENOUNCED	[284, 766, 418, 779]
story-subhead: WASHINGTON INTENTIONS	[727, 448, 805, 473]
paragraph: The Japanese goodwill fliers took off to-day for San Salvador. They are hurrying home due to the war, and said that they most likely would cancel their stops at London, Paris and Berlin.	[152, 1287, 276, 1333]
paragraph: A report from Stravanger states that a column of fire rising suddenly from the sea was seen at 9 p.m. on Sunday. It was visible	[426, 966, 559, 994]
paragraph: The threat of German mechanised forces transferring to the Rhine from Poland is believed to be greatest for Holland and Belgium, but when Herr Hitler's peace efforts fail the German General Staff will be faced with the momentous decision as to whether to strike in the Low Countries in an effort to outflank the Maginot Line and ease the pressure on the Siegfried Line in order to save the Ruhr.	[152, 1001, 276, 1101]
received-line: (Recd. Sept. 20, 10.30 a.m.)	[171, 1264, 257, 1274]
story-subhead: AMERICAN OPINION	[851, 935, 956, 948]
nearly-700-safe-column: NEARLY 700 SAFE — BRITISH SAILORS — CREW OF COURAGEOUS — MORE VESSELS SUNK — OTHERS ELUDE ATTACK — STORIES OF SURVIVORS (Elec. Tel. Copyright—United Press Assn.) (Recd. Sept. 20, 12 noon.) LONDON, Sept. 19. Additional survivors from the aircraft carrier Courageous, which was sunk by a German submarine, comprise 25 officers and 230 ratings. The total rescued is now 70 officers and 611 ratings. The survivors include Captain C. F. Phillips, who was a lieutenant of marines on the Australian tour. He later served in the New Zealand Navy and married a New Zealander. The Plymouth correspondent of The Times reports that the Courageous, accompanied by a screen of destroyers, was on offensive patrol when she was attacked at about 8 p.m. on September 19. The chief of the French Naval Staff has telegraphed the First Lord of the Admiralty, Mr. Winston Churchill, that the French navy had learned of the glorious end of the Courageous and "feels how alive and real are the links binding it to the British navy." U-Boat Claims Escape A Berlin message says that the German High Command states that a U-boat has reported that it sank the Courageous, thus showing that it escaped the British depth bombs. The Liverpool Steamship Company states that a submarine sank the 4400-ton Furness liner Avuemore. There were 11 survivors. The trawlers, Lord Minto and Arlita, have been sunk by submarines. Their crews were rescued. Several merchantmen eluded submarine attackers, including the Rothesay Castle, Baharistan, and Baron Lovat. Ship's Cat and 13 Sailors The ship's cat and 13 members of the crew of the Bosnian Kipling, which was sunk by a submarine, have landed. Ten of the men were taken aboard the submarine and brought within five miles of Ireland. They were then put aboard the trawler's boat and towed by the submarine, the commander of which asked for a supply of fish and fresh bread. He was told by the cook that they had not baked any. Thirteen survivors from the Bramden, which was sunk on September 16, have reached England from France. The captain, engineer, and a fireman were killed. A survivor said that an explosion occurred without warning and rent a gaping hole in the side. The boilers blew up and two lifeboats were smashed. The survivors escaped in a third boat and were taken aboard a lightship. Claim of 30 Victims The Berlin radio station announced that the German submarine which torpedoed the British tug Neptunia claims so far to have sunk 30 British ships, totalling 150,000 tons. The Exchange Telegraph Agency's Reykjavik correspondent says that a German submarine landed two injured men, after which it was ordered to depart. A British warship landed 38 German seamen at Falkland Island for internment. They were part of the crew of the Carl Fritzen, which the Royal Navy dealt with the day after war was declared. A report from Stravanger states that a column of fire rising suddenly from the sea was seen at 9 p.m. on Sunday. It was visible	[426, 32, 559, 994]
paragraph: The ship's cat and 13 members of the crew of the Bosnian Kipling, which was sunk by a submarine, have landed. Ten of the men were taken aboard the submarine and brought within five miles of Ireland. They were then put aboard the trawler's boat and towed by the submarine, the commander of which asked for a supply of fish and fresh bread. He was told by the cook that they had not baked any.	[426, 641, 559, 732]
received-line: (Recd. Sept. 20, 9 a.m.)	[178, 1389, 250, 1399]
paragraph: A communique issued in Moscow on Monday evening stated that Russian troops had occupied the area north of Sventsiany, Lida, Novogrudok, and Oryia on the Niemen River, and Slonim, Volkovysk and Vagleviche on the railway between Minsk and Brest-Litovsk. In the south, they had occupied Sarny, Lutsk, Sanislavov, Garlich, Krasne, and Buchach. The advancing columns were approaching Lwow and Vilna.	[836, 450, 1110, 496]
received-line: (Recd. Sept. 20, 12 noon.)	[453, 245, 532, 255]
dateline: NEW YORK, Sept. 19.	[897, 1020, 967, 1030]
paragraph: It was further reported that the Polish miners flooded the Silesian mines and they will be useless for a year. A special broadcast to Austria advised peasants to bury food stores to prevent them falling into the hands of the "criminal lunatics who are setting fire to the world." It also stated that Herr Hitler's protective squadrons during the flight in the war zone consisted of five transport, 15 chaser planes, and 18 high-speed scouts.	[284, 354, 418, 445]
paragraph: The survivors include Captain C. F. Phillips, who was a lieutenant of marines on the Australian tour. He later served in the New Zealand Navy and married a New Zealander.	[426, 316, 559, 362]
story-subhead: OVERTURES TO NEUTRALS	[169, 777, 259, 803]
received-line: (Recd. Sept. 20, 12 noon.)	[100, 351, 180, 361]
received-line: (Recd. Sept. 20, 10 a.m.)	[313, 1014, 389, 1024]
story-headline: "QUIET" PERIOD	[25, 679, 123, 693]
advertisement: In wonderful variety—the latest engagement rings in pure platinum settings, from Good & Co., the Leading Jewellers. The brilliance of your choice will be reflected not only in this year but through all the years to come.*	[979, 1371, 1109, 1426]
dateline: WASHINGTON, Sept. 18.	[743, 488, 824, 498]
paragraph: Advice has been received by Mr. P. Schwabe, Gisborne, that his sister Mrs. C. E. Carter, Napier, who is a survivor of the ill-fated Athenia, is making good progress in hospital in Galway.	[284, 1223, 418, 1269]
dateline: LONDON, Sept. 19.	[210, 363, 272, 373]
dateline: LONDON, Sept. 19.	[762, 266, 824, 276]
dateline: AMSTERDAM, Sept. 19.	[335, 268, 414, 278]
germans-accuse-column: GERMANS ACCUSE POLES — MUSTARD GAS IN MINES — TWO PERSONS KILLED (Recd. Sept. 20, 9 a.m.) WASHINGTON, Sept. 19. The German Embassy asserts that retreating Polish troops left mustard gas in the mines at Jasle on September 8, thus violating the 1925 convention. Two persons were killed and 12 injured as a result. UNDISCLOSED CHARGES — GERMAN JEW-BAITER — SPECIAL COURT HEARING (Recd. Sept. 20, 11 a.m.) COPENHAGEN, Sept. 19. A message from Berlin states that a special court is investigating undisclosed charges against Herr Julius Streicher, German Jew-baiter, who was arrested under Marshal Goering's orders. Herr Streicher, is reported to be in protective custody at a sanitorium at Hohenlychen, near Berlin, having been dismissed from the position of gauleiter of Nuremburg and his money taken from him. He is reported to have had a dispute with the generals, who said that his bank account was far in excess of his earnings from newspaper salary. An investigation ordered by Marshal Goering revealed, it is alleged, that Herr Streicher had appropriated huge sums from the Jews for his own use. Trophy Cups and Shields, sterling silver and E.P.N.S. Recently selected in England by Mr. Stoneham, direct from the manufacturers; new designs and prices.—Stoneham's, Jewellers, Gisborne.* In wonderful variety—the latest engagement rings in pure platinum settings, from Good & Co., the Leading Jewellers. The brilliance of your choice will be reflected not only in this year but through all the years to come.* [Such of the cable news in this issue as is so headed has appeared in The Times, London, and is sent to this paper by special permission. It should be understood that the opinions are not those of The Times unless expressly stated to be so.]	[979, 866, 1110, 1485]
paragraph: Pan American Airways officials,	[714, 985, 828, 995]
photo-credit: Keystone Photo	[778, 1446, 826, 1455]
story-subhead: LEANING AT VATICAN	[573, 979, 690, 992]
paragraph: Several merchantmen eluded submarine attackers, including the Rothesay Castle, Baharistan, and Baron Lovat.	[426, 599, 559, 627]
lead-subhead: Lightning Thrust Expected	[12, 164, 268, 190]
story-headline: NEARLY 700 SAFE	[431, 37, 554, 53]
story-headline: ATHENIA PASSENGER	[291, 1126, 411, 1139]
received-line: (Recd. Sept. 20, 9 a.m.)	[730, 913, 802, 923]
story-subhead: PLANE REPORTS SAFELY	[718, 885, 814, 910]
section-rule	[422, 994, 832, 995]
paragraph: A Basle message reports that the arrival of guns and equipment from the Polish front is assisting the Germans, whose intense artillery fire has transferred Poll into a no-man's-land. This bears out the belief that the Germans withdrew from the advance posts to enable heavy artillery to bombard the French attackers. The activity has now increased all along the front, including a new forest-clad sector south of Saarbrucken. The Germans are reported to have dynamited patches of forest 100 yards wide to enable machine-guns to operate without obstruction.	[4, 482, 276, 546]
paragraph: President Roosevelt, replying to the President of Poland, M. Moscicki, said he was deeply shocked by the reports that Germany had bombed open towns and villages and he was again asking the belligerents to renew their orders prohibiting bombing from the air of civilians and to assure themselves that their air force personnels were showing the regard for the lives of non-combatants that the replies to his appeal on September 1 led the world to expect.	[567, 346, 696, 455]
dateline: NEW YORK, Sept. 19.	[70, 822, 140, 832]
story-subhead: PROGRESS BY FRENCH	[12, 737, 136, 750]
story-headline: ROOSEVELT CALL	[569, 37, 694, 53]
story-subhead: STEAMERS HELD UP	[20, 1169, 128, 1182]
story-subhead: STORIES OF SURVIVORS	[458, 205, 527, 230]
dateline: OTTAWA, Sept. 19.	[353, 1404, 414, 1414]
story-subhead: MORE VESSELS SUNK	[434, 136, 551, 149]
story-headline: HURRYING HOME	[166, 1207, 262, 1220]
dateline: CANBERRA, Sept. 19.	[200, 1401, 272, 1411]
story-subhead: REVISION URGED	[582, 68, 681, 81]
paragraph: Six American merchantmen are still held up by the war risk dispute, and the stalemate continues.	[4, 1236, 144, 1264]
story-subhead: PRELUDE TO "BIG NOISE"	[6, 709, 142, 722]
story-headline: UNDISCLOSED CHARGES	[1004, 1032, 1085, 1058]
dateline: WASHINGTON, Sept. 19.	[1025, 963, 1106, 973]
story-subhead: OTHERS ELUDE ATTACK	[448, 164, 537, 189]
